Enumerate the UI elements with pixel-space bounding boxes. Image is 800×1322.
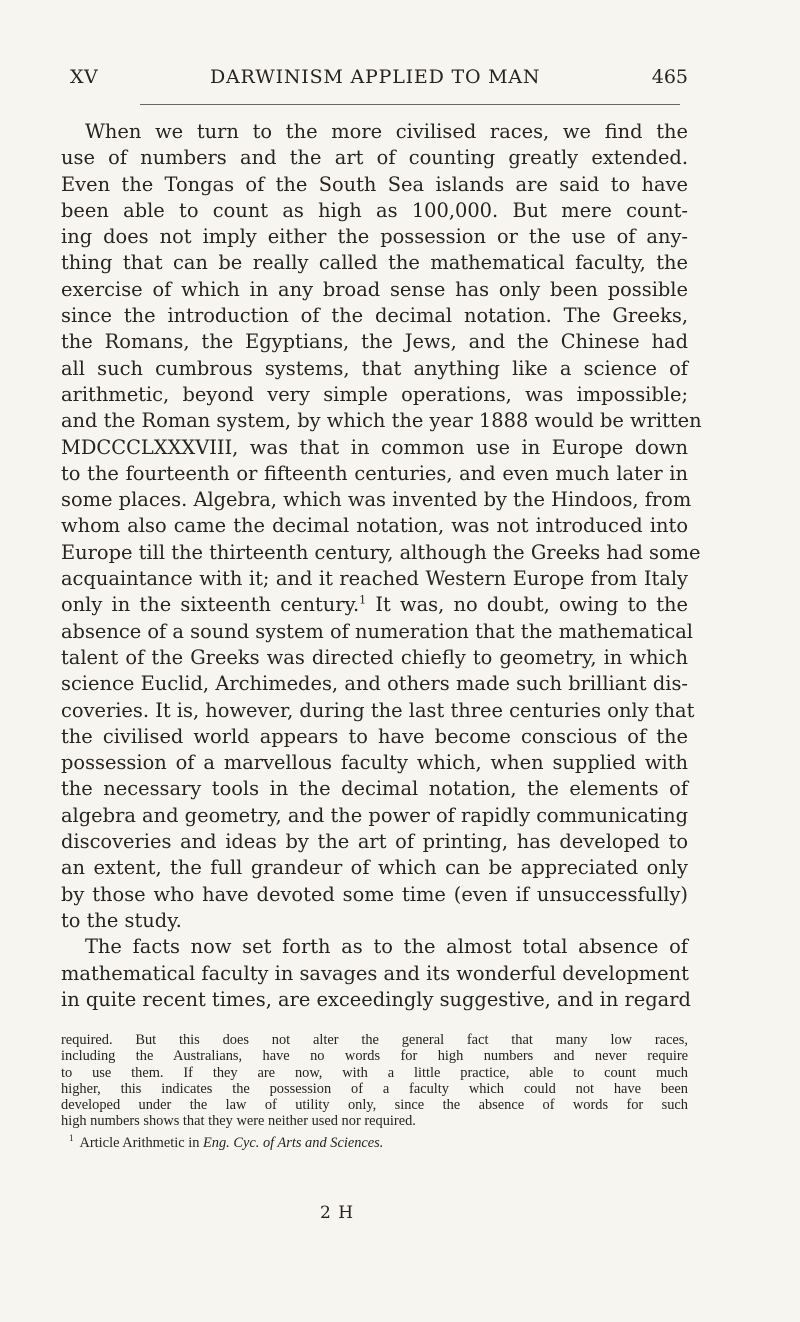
text-line: to the fourteenth or fifteenth centuries, and even much later in: [61, 461, 688, 485]
footnote-line: high numbers shows that they were neither used nor required.: [61, 1113, 416, 1130]
text-line: When we turn to the more civilised races, we find the: [85, 120, 688, 143]
footnote-line: including the Australians, have no words for high numbers and never require: [61, 1048, 688, 1065]
footnote-1: [61, 1130, 688, 1151]
running-title: DARWINISM APPLIED TO MAN: [210, 66, 541, 88]
text-line: Europe till the thirteenth century, although the Greeks had some: [61, 540, 701, 564]
body-text: [61, 119, 702, 1013]
text-line: by those who have devoted some time (even if unsuccessfully): [61, 882, 688, 906]
text-fragment: It was, no doubt, owing to the: [375, 593, 688, 617]
text-line: ing does not imply either the possession or the use of any-: [61, 225, 688, 249]
text-line: discoveries and ideas by the art of printing, has developed to: [61, 830, 688, 854]
chapter-number: XV: [70, 66, 99, 88]
text-line: acquaintance with it; and it reached Western Europe from Italy: [61, 567, 688, 591]
text-line: the Romans, the Egyptians, the Jews, and the Chinese had: [61, 330, 688, 354]
text-line: since the introduction of the decimal notation. The Greeks,: [61, 304, 688, 328]
footnote-line: developed under the law of utility only, since the absence of words for such: [61, 1097, 688, 1114]
header-rule: [140, 104, 680, 105]
text-line: arithmetic, beyond very simple operations, was impossible;: [61, 382, 688, 406]
footnote-reference[interactable]: 1: [359, 593, 367, 607]
text-line: some places. Algebra, which was invented by the Hindoos, from: [61, 488, 692, 512]
text-line: The facts now set forth as to the almost total absence of: [85, 935, 688, 959]
text-line: algebra and geometry, and the power of rapidly communicating: [61, 803, 689, 827]
text-line: all such cumbrous systems, that anything like a science of: [61, 356, 688, 380]
text-line: absence of a sound system of numeration that the mathematical: [61, 619, 693, 643]
text-line-with-footnote: [61, 592, 688, 618]
text-line: talent of the Greeks was directed chiefly to geometry, in which: [61, 645, 688, 669]
text-fragment: only in the sixteenth century.: [61, 593, 360, 617]
text-line: Even the Tongas of the South Sea islands are said to have: [61, 172, 688, 196]
text-line: science Euclid, Archimedes, and others made such brilliant dis-: [61, 672, 688, 696]
footnote-line: required. But this does not alter the general fact that many low races,: [61, 1032, 688, 1048]
text-line: been able to count as high as 100,000. But mere count-: [61, 198, 688, 222]
footnote-text: Article Arithmetic in: [79, 1134, 203, 1151]
text-line: whom also came the decimal notation, was not introduced into: [61, 514, 688, 538]
text-line: and the Roman system, by which the year 1888 would be written: [61, 409, 702, 433]
footnotes: [61, 1032, 688, 1151]
text-line: possession of a marvellous faculty which, when supplied with: [61, 751, 688, 775]
text-line: in quite recent times, are exceedingly suggestive, and in regard: [61, 987, 691, 1011]
text-line: to the study.: [61, 908, 182, 932]
text-line: use of numbers and the art of counting greatly extended.: [61, 146, 688, 170]
footnote-marker: 1: [69, 1132, 74, 1143]
text-line: thing that can be really called the mathematical faculty, the: [61, 251, 688, 275]
text-line: MDCCCLXXXVIII, was that in common use in Europe down: [61, 435, 688, 459]
footnote-line: higher, this indicates the possession of a faculty which could not have been: [61, 1080, 688, 1097]
footnote-line: to use them. If they are now, with a little practice, able to count much: [61, 1064, 688, 1081]
printer-signature: 2 H: [320, 1203, 355, 1223]
page-header: [70, 66, 688, 94]
text-line: exercise of which in any broad sense has only been possible: [61, 277, 688, 301]
text-line: an extent, the full grandeur of which can be appreciated only: [61, 856, 688, 880]
text-line: the necessary tools in the decimal notation, the elements of: [61, 777, 688, 801]
text-line: mathematical faculty in savages and its wonderful development: [61, 961, 689, 985]
text-line: coveries. It is, however, during the last three centuries only that: [61, 698, 695, 722]
footnote-source: Eng. Cyc. of Arts and Sciences.: [203, 1134, 384, 1151]
text-line: the civilised world appears to have become conscious of the: [61, 724, 688, 748]
page-number: 465: [651, 66, 688, 88]
